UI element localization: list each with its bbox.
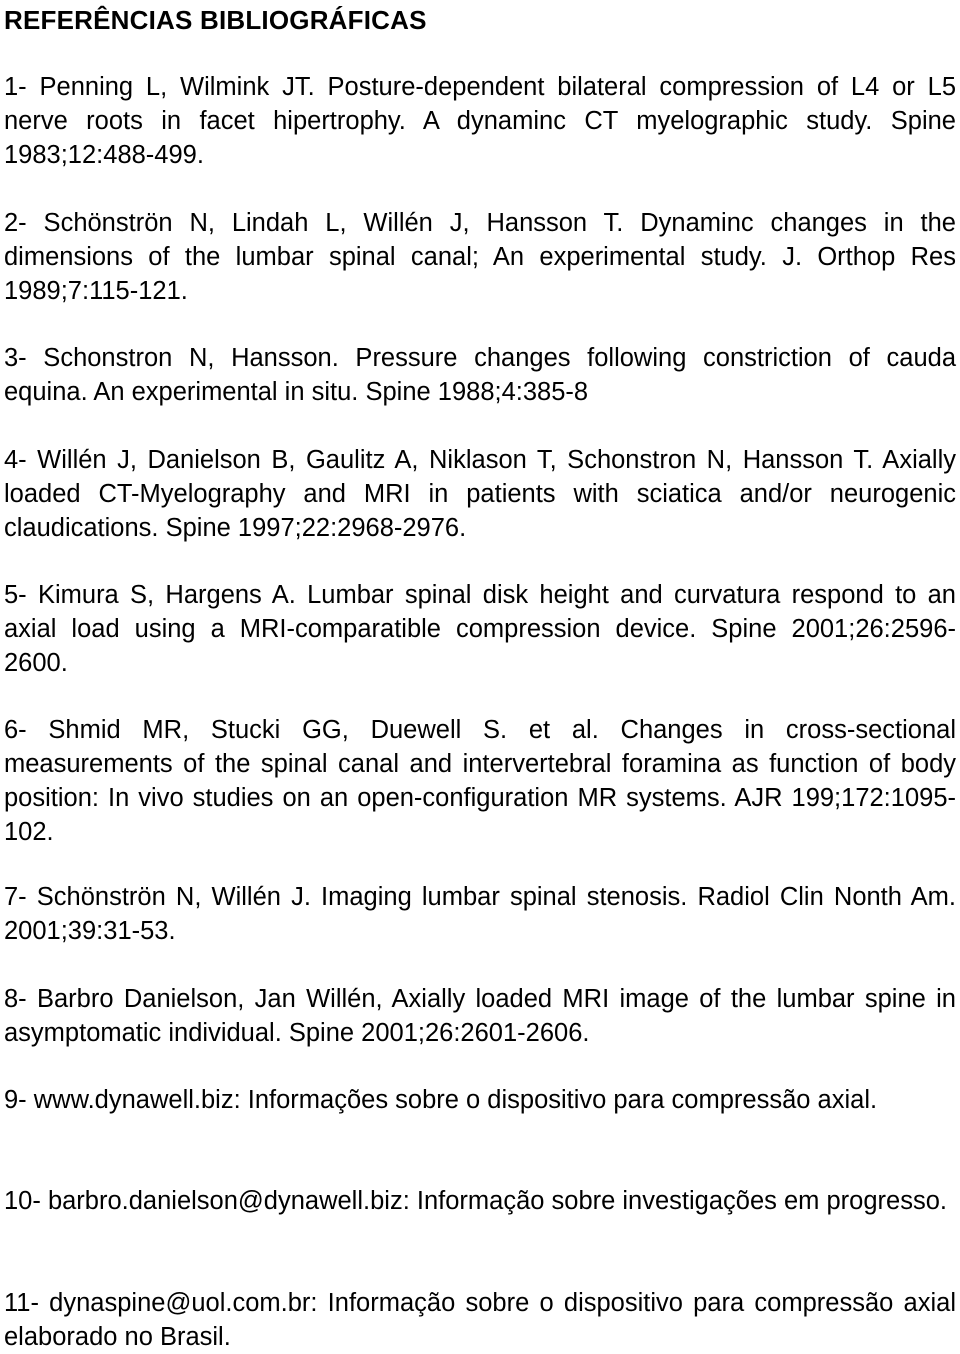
reference-text: 11- dynaspine@uol.com.br: Informação sobre o dispositivo para compressão axial elaborado no Brasil. bbox=[4, 1289, 956, 1351]
reference-item-6 bbox=[4, 713, 956, 849]
reference-text: 8- Barbro Danielson, Jan Willén, Axially loaded MRI image of the lumbar spine in asymptomatic individual. Spine 2001;26:2601-2606. bbox=[4, 985, 956, 1047]
reference-text: 4- Willén J, Danielson B, Gaulitz A, Niklason T, Schonstron N, Hansson T. Axially loaded CT-Myelography and MRI in patients with sciatica and/or neurogenic claudications. Spine 1997;22:2968-2976. bbox=[4, 446, 956, 542]
reference-item-4 bbox=[4, 443, 956, 545]
reference-text: 3- Schonstron N, Hansson. Pressure changes following constriction of cauda equina. An experimental in situ. Spine 1988;4:385-8 bbox=[4, 344, 956, 406]
reference-text: 1- Penning L, Wilmink JT. Posture-dependent bilateral compression of L4 or L5 nerve roots in facet hipertrophy. A dynaminc CT myelographic study. Spine 1983;12:488-499. bbox=[4, 73, 956, 169]
reference-item-3 bbox=[4, 341, 956, 409]
reference-item-2 bbox=[4, 206, 956, 308]
reference-item-7 bbox=[4, 880, 956, 948]
reference-item-10 bbox=[4, 1184, 956, 1218]
reference-text: 2- Schönströn N, Lindah L, Willén J, Hansson T. Dynaminc changes in the dimensions of the lumbar spinal canal; An experimental study. J. Orthop Res 1989;7:115-121. bbox=[4, 209, 956, 305]
reference-text: 10- barbro.danielson@dynawell.biz: Informação sobre investigações em progresso. bbox=[4, 1187, 947, 1215]
reference-text: 5- Kimura S, Hargens A. Lumbar spinal disk height and curvatura respond to an axial load using a MRI-comparatible compression device. Spine 2001;26:2596-2600. bbox=[4, 581, 956, 677]
reference-item-1 bbox=[4, 70, 956, 172]
reference-item-5 bbox=[4, 578, 956, 680]
section-heading: REFERÊNCIAS BIBLIOGRÁFICAS bbox=[4, 5, 427, 35]
reference-text: 7- Schönströn N, Willén J. Imaging lumbar spinal stenosis. Radiol Clin Nonth Am. 2001;39:31-53. bbox=[4, 883, 956, 945]
reference-item-9 bbox=[4, 1083, 956, 1117]
reference-text: 6- Shmid MR, Stucki GG, Duewell S. et al. Changes in cross-sectional measurements of the spinal canal and intervertebral foramina as function of body position: In vivo studies on an open-configuration MR systems. AJR 199;172:1095-102. bbox=[4, 716, 956, 846]
reference-text: 9- www.dynawell.biz: Informações sobre o dispositivo para compressão axial. bbox=[4, 1086, 878, 1114]
reference-item-11 bbox=[4, 1286, 956, 1354]
reference-item-8 bbox=[4, 982, 956, 1050]
